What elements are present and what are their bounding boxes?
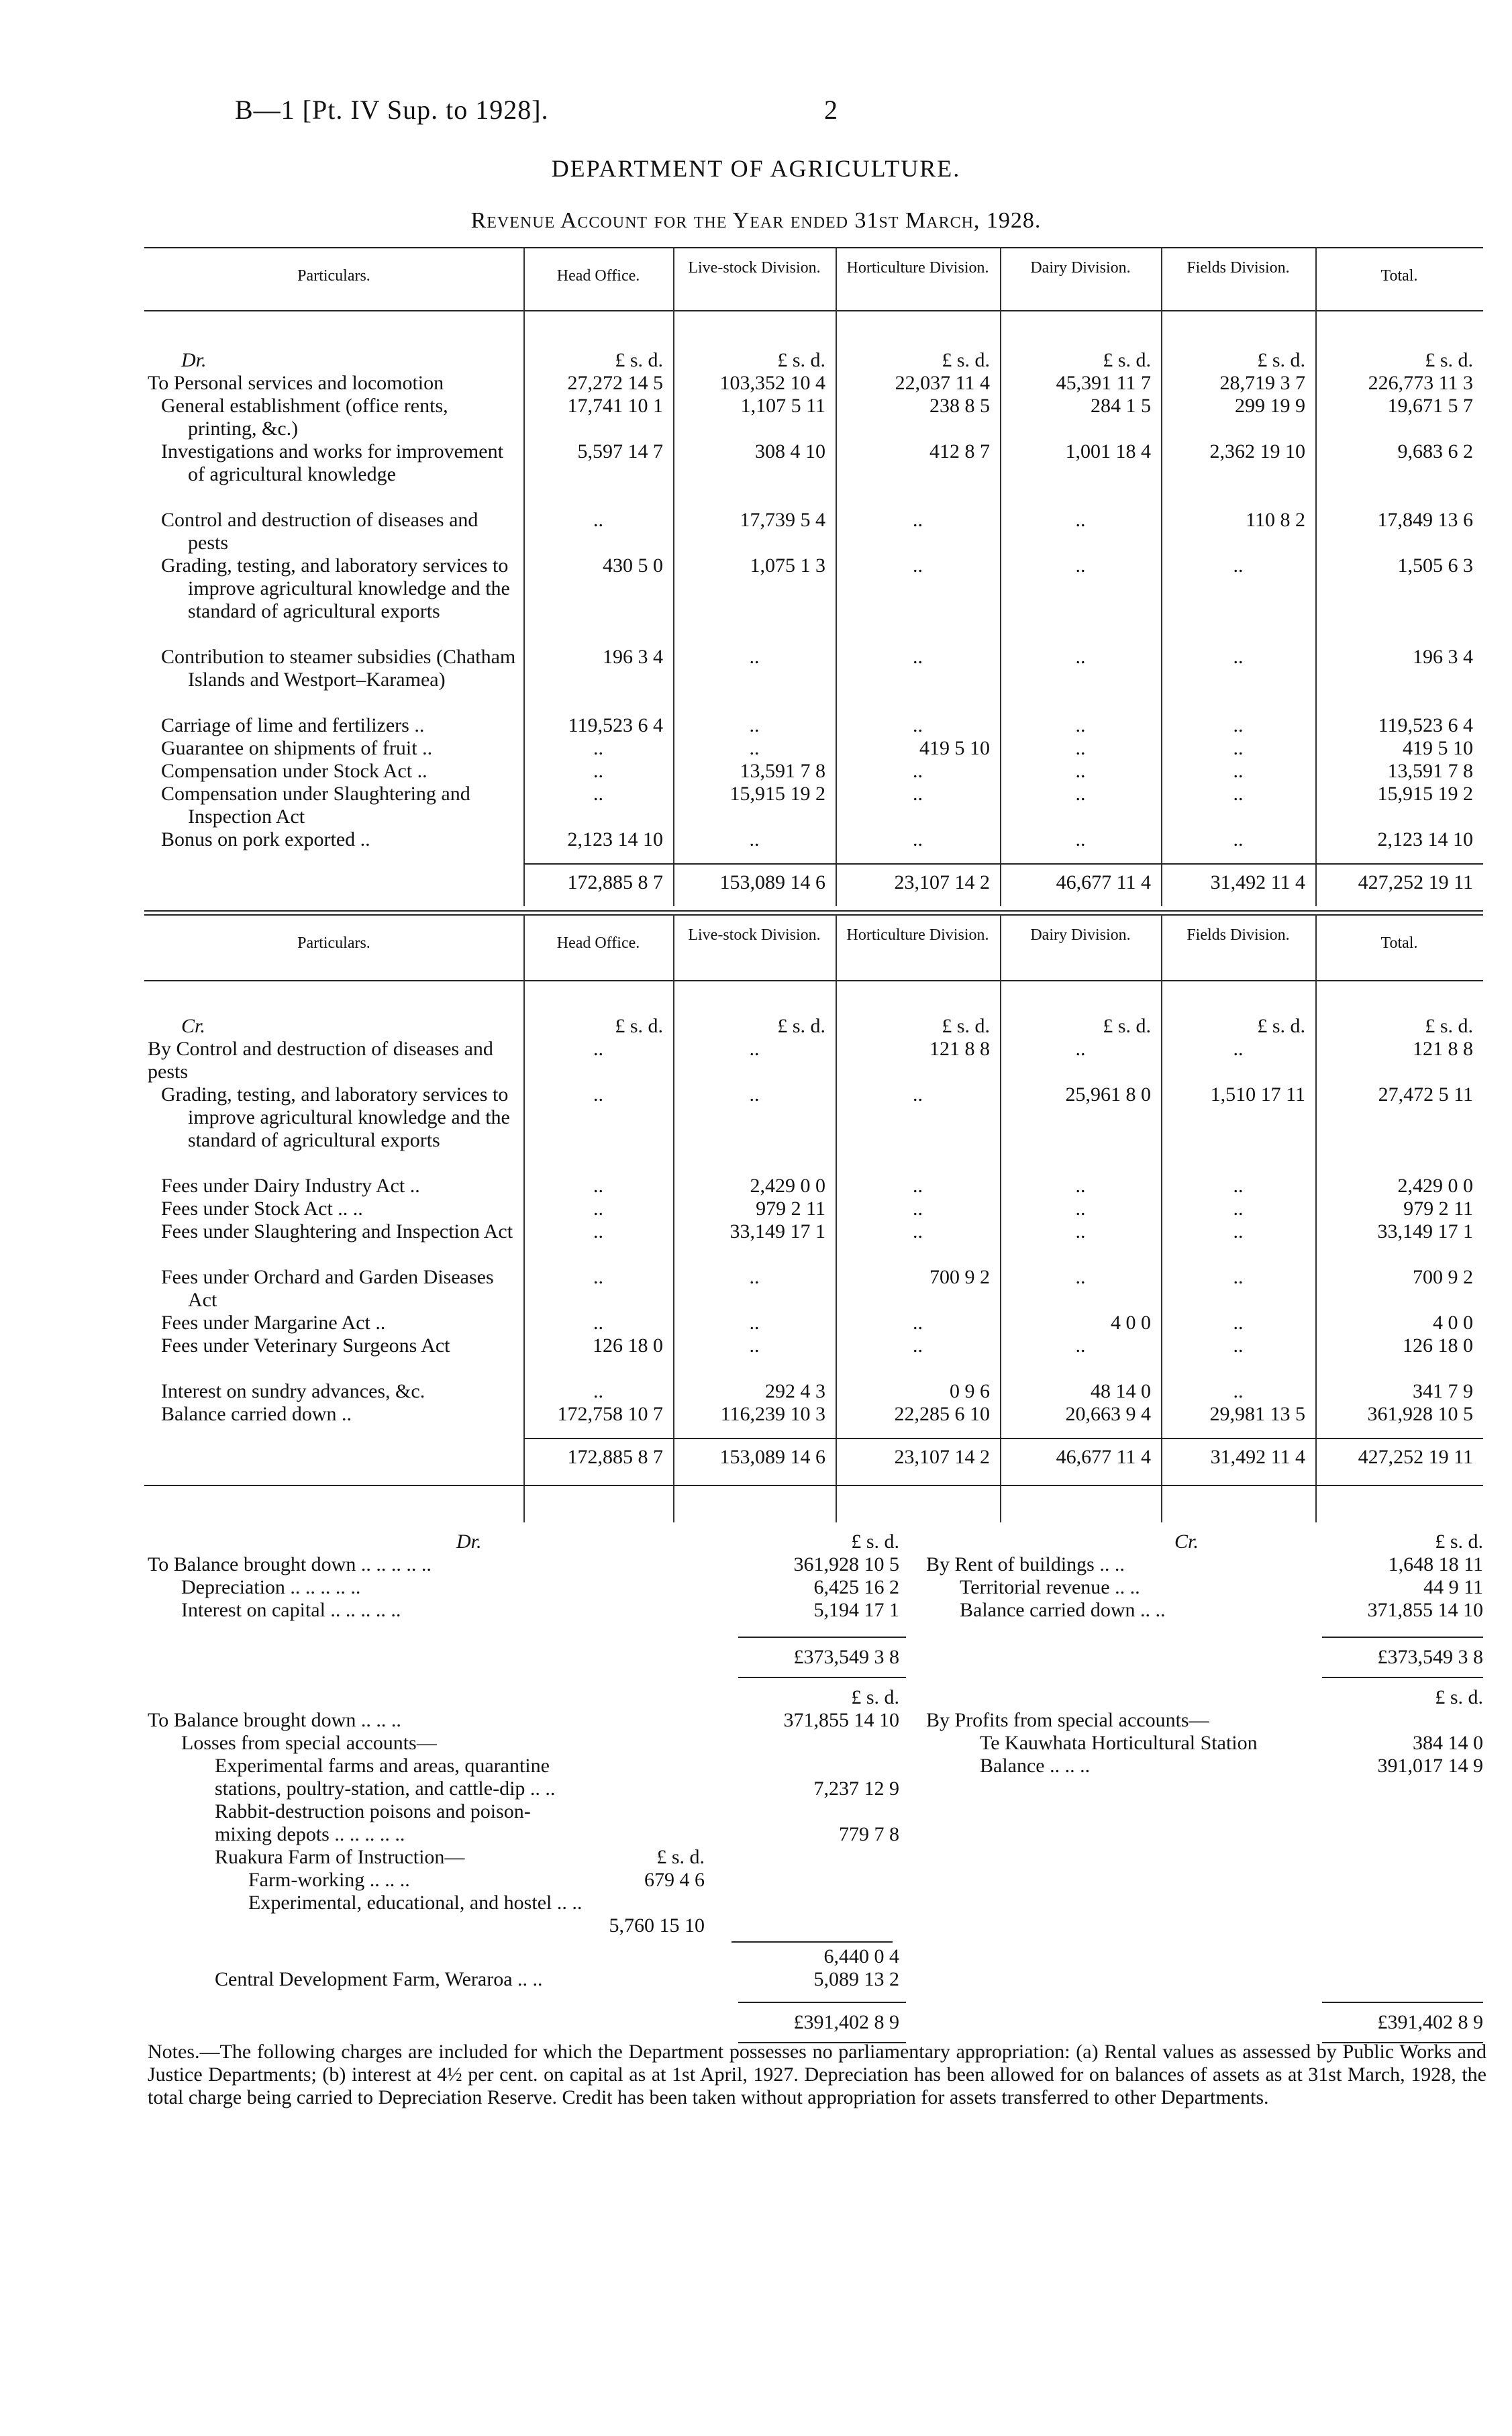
table-row-value: 1,001 18 4 [1065,440,1151,462]
table-row-value: .. [913,554,923,577]
table-row-value: 2,123 14 10 [1377,828,1473,850]
table-row-value: .. [749,828,760,850]
final-row-value: 5,089 13 2 [813,1968,899,1990]
table-row-label: Fees under Dairy Industry Act .. [161,1175,420,1197]
table-row-label: Guarantee on shipments of fruit .. [161,737,433,759]
currency-header: £ s. d. [1435,1530,1483,1553]
table-row-label: Fees under Stock Act .. .. [161,1198,363,1220]
table-row-value: .. [913,1175,923,1197]
table-row-value: .. [913,828,923,850]
table-row-value: 25,961 8 0 [1065,1083,1151,1106]
table-row-value: 979 2 11 [1403,1198,1473,1220]
credit-header-rule [144,980,1483,981]
table-row-value: .. [1233,828,1244,850]
column-header: Horticulture Division. [846,259,989,277]
debit-total-rule [523,863,1483,865]
credit-total: 46,677 11 4 [1056,1446,1151,1468]
column-header: Particulars. [297,934,370,952]
final-row-label: Balance .. .. .. [980,1755,1091,1777]
table-row-value: 700 9 2 [929,1266,990,1288]
currency-header: £ s. d. [777,1015,825,1037]
summary-total-rule [1322,1677,1483,1678]
table-row-value: 33,149 17 1 [1377,1220,1473,1243]
table-header-rule [144,310,1483,311]
table-row-value: .. [1075,1038,1086,1060]
summary-row-label: Depreciation .. .. .. .. .. [181,1576,361,1598]
table-row-value: 4 0 0 [1433,1312,1473,1334]
table-row-value: .. [1233,737,1244,759]
table-row-value: 126 18 0 [1403,1334,1473,1357]
currency-header: £ s. d. [777,349,825,371]
table-row-value: .. [593,1380,603,1402]
debit-total: 153,089 14 6 [719,871,825,893]
table-row-value: 4 0 0 [1111,1312,1151,1334]
credit-top-rule [144,914,1483,916]
column-header: Dairy Division. [1030,259,1131,277]
table-row-value: .. [1075,509,1086,531]
table-row-value: .. [1233,783,1244,805]
table-row-label: By Control and destruction of diseases and pests [148,1038,493,1083]
table-row-value: 15,915 19 2 [1377,783,1473,805]
currency-header: £ s. d. [851,1530,899,1553]
table-row-value: .. [1075,646,1086,668]
table-row-value: 17,739 5 4 [740,509,825,531]
table-row-label: To Personal services and locomotion [148,372,444,394]
table-row-value: 172,758 10 7 [557,1403,663,1425]
table-row-value: .. [593,760,603,782]
table-row-label: Fees under Orchard and Garden Diseases Act [161,1266,494,1311]
column-header: Head Office. [556,934,640,952]
table-row-value: .. [913,1312,923,1334]
table-row-value: .. [593,783,603,805]
table-row-value: .. [749,1312,760,1334]
final-row-label: Te Kauwhata Horticultural Station [980,1732,1258,1754]
table-row-value: 27,272 14 5 [567,372,663,394]
currency-header: £ s. d. [1425,1015,1473,1037]
final-row-label: Losses from special accounts— [181,1732,437,1754]
table-row-value: .. [913,760,923,782]
table-row-value: .. [749,1334,760,1357]
summary-total: £373,549 3 8 [793,1646,899,1668]
table-row-value: .. [1233,1380,1244,1402]
summary-row-label: Territorial revenue .. .. [960,1576,1140,1598]
table-row-value: .. [913,714,923,736]
table-row-value: .. [1233,1038,1244,1060]
currency-header: £ s. d. [656,1846,705,1868]
table-row-value: 22,285 6 10 [894,1403,990,1425]
debit-bottom-rule [144,910,1483,912]
debit-total: 23,107 14 2 [894,871,990,893]
page-number: 2 [824,95,838,125]
credit-bottom-rule [144,1485,1483,1486]
table-row-value: 119,523 6 4 [568,714,663,736]
table-row-value: .. [913,1198,923,1220]
table-row-value: 284 1 5 [1091,395,1151,417]
table-row-value: 19,671 5 7 [1387,395,1473,417]
summary-dr-label: Dr. [456,1530,482,1553]
summary-row-label: To Balance brought down .. .. .. .. .. [148,1553,432,1575]
summary-row-value: 6,425 16 2 [813,1576,899,1598]
table-row-value: .. [1075,1220,1086,1243]
table-row-label: Bonus on pork exported .. [161,828,370,850]
currency-header: £ s. d. [1257,349,1305,371]
debit-total: 31,492 11 4 [1210,871,1305,893]
table-row-value: .. [1075,1266,1086,1288]
table-row-value: 1,510 17 11 [1210,1083,1305,1106]
table-row-label: Carriage of lime and fertilizers .. [161,714,425,736]
column-header: Fields Division. [1187,259,1290,277]
table-row-value: .. [1075,1175,1086,1197]
final-row-value: 779 7 8 [839,1823,899,1845]
table-row-value: .. [749,714,760,736]
final-row-value: 7,237 12 9 [813,1777,899,1800]
table-row-value: 27,472 5 11 [1378,1083,1473,1106]
summary-row-value: 361,928 10 5 [793,1553,899,1575]
table-row-value: 13,591 7 8 [1387,760,1473,782]
debit-total: 427,252 19 11 [1358,871,1473,893]
credit-total: 23,107 14 2 [894,1446,990,1468]
table-row-value: 20,663 9 4 [1065,1403,1151,1425]
currency-header: £ s. d. [1103,349,1151,371]
currency-header: £ s. d. [942,1015,990,1037]
summary-total-rule [738,1677,906,1678]
table-row-value: 119,523 6 4 [1378,714,1473,736]
table-row-value: 126 18 0 [593,1334,663,1357]
debit-total: 46,677 11 4 [1056,871,1151,893]
table-row-label: Fees under Veterinary Surgeons Act [161,1334,450,1357]
final-row-label: To Balance brought down .. .. .. [148,1709,401,1731]
column-header: Total. [1380,934,1418,952]
table-row-value: .. [1075,714,1086,736]
final-row-label: By Profits from special accounts— [926,1709,1209,1731]
table-row-value: .. [913,1220,923,1243]
summary-row-value: 44 9 11 [1423,1576,1483,1598]
table-row-value: .. [1233,1334,1244,1357]
table-row-value: 5,597 14 7 [577,440,663,462]
summary-row-label: By Rent of buildings .. .. [926,1553,1125,1575]
table-row-value: 2,429 0 0 [750,1175,825,1197]
final-row-value: 384 14 0 [1413,1732,1483,1754]
final-row-label: Central Development Farm, Weraroa .. .. [215,1968,543,1990]
final-row-subvalue: 679 4 6 [644,1869,705,1891]
subtotal-rule [732,1941,893,1943]
credit-total: 31,492 11 4 [1210,1446,1305,1468]
table-row-value: 28,719 3 7 [1219,372,1305,394]
credit-total: 427,252 19 11 [1358,1446,1473,1468]
table-row-label: Grading, testing, and laboratory services to improve agricultural knowledge and the standard of agricultural exports [161,554,510,622]
table-row-value: 48 14 0 [1091,1380,1151,1402]
table-row-value: .. [913,646,923,668]
table-row-value: .. [749,646,760,668]
currency-header: £ s. d. [851,1686,899,1708]
table-row-value: 9,683 6 2 [1397,440,1473,462]
table-row-value: 33,149 17 1 [729,1220,825,1243]
table-row-value: .. [913,509,923,531]
section-label: Cr. [181,1015,205,1037]
column-header: Dairy Division. [1030,926,1131,944]
column-header: Particulars. [297,267,370,285]
table-row-value: 2,123 14 10 [567,828,663,850]
table-row-value: 0 9 6 [950,1380,990,1402]
credit-total-rule [523,1438,1483,1439]
column-header: Horticulture Division. [846,926,989,944]
credit-total: 153,089 14 6 [719,1446,825,1468]
table-top-rule [144,247,1483,248]
summary-row-value: 1,648 18 11 [1388,1553,1483,1575]
table-row-value: .. [1075,1334,1086,1357]
summary-total-rule [1322,1637,1483,1638]
table-row-value: .. [593,1083,603,1106]
table-row-value: .. [593,1312,603,1334]
summary-row-label: Interest on capital .. .. .. .. .. [181,1599,401,1621]
section-label: Dr. [181,349,207,371]
column-header: Head Office. [556,267,640,285]
table-row-value: 196 3 4 [603,646,663,668]
table-row-value: .. [749,1083,760,1106]
table-row-value: .. [1233,554,1244,577]
document-reference: B—1 [Pt. IV Sup. to 1928]. [235,95,549,125]
table-row-value: .. [1233,1312,1244,1334]
table-row-value: 15,915 19 2 [729,783,825,805]
credit-total: 172,885 8 7 [567,1446,663,1468]
column-header: Fields Division. [1187,926,1290,944]
table-row-value: 412 8 7 [929,440,990,462]
table-row-value: 13,591 7 8 [740,760,825,782]
table-row-value: .. [913,783,923,805]
currency-header: £ s. d. [615,1015,663,1037]
table-row-value: 1,107 5 11 [740,395,825,417]
table-row-value: 341 7 9 [1413,1380,1473,1402]
table-row-value: 238 8 5 [929,395,990,417]
table-row-label: Balance carried down .. [161,1403,352,1425]
table-row-value: .. [1075,828,1086,850]
table-row-value: 419 5 10 [1403,737,1473,759]
final-row-label: Experimental, educational, and hostel .. .. [248,1892,583,1914]
column-header: Live-stock Division. [688,926,821,944]
table-row-label: Fees under Slaughtering and Inspection Act [161,1220,513,1243]
summary-row-label: Balance carried down .. .. [960,1599,1166,1621]
table-row-value: 45,391 11 7 [1056,372,1151,394]
table-row-value: 1,075 1 3 [750,554,825,577]
table-row-label: Control and destruction of diseases and pests [161,509,478,554]
currency-header: £ s. d. [1425,349,1473,371]
table-row-value: 299 19 9 [1235,395,1305,417]
table-row-value: 196 3 4 [1413,646,1473,668]
page-title: DEPARTMENT OF AGRICULTURE. [551,155,961,182]
table-row-value: .. [1233,1266,1244,1288]
table-row-value: .. [1233,760,1244,782]
table-row-value: .. [593,1175,603,1197]
summary-total-rule [738,1637,906,1638]
table-row-value: 979 2 11 [756,1198,825,1220]
currency-header: £ s. d. [942,349,990,371]
table-row-value: .. [1075,737,1086,759]
table-row-value: 121 8 8 [929,1038,990,1060]
table-row-label: Compensation under Stock Act .. [161,760,427,782]
table-row-value: .. [593,1038,603,1060]
final-total-rule [738,2002,906,2003]
table-row-value: 110 8 2 [1246,509,1305,531]
table-row-label: Grading, testing, and laboratory services to improve agricultural knowledge and the standard of agricultural exports [161,1083,510,1151]
page-subtitle: Revenue Account for the Year ended 31st March, 1928. [470,208,1042,233]
final-row-value: 6,440 0 4 [823,1945,899,1967]
table-row-value: .. [1233,646,1244,668]
final-total: £391,402 8 9 [793,2011,899,2033]
debit-total: 172,885 8 7 [567,871,663,893]
table-row-value: .. [1075,760,1086,782]
table-row-label: Interest on sundry advances, &c. [161,1380,425,1402]
table-row-value: 29,981 13 5 [1209,1403,1305,1425]
summary-row-value: 371,855 14 10 [1367,1599,1483,1621]
final-row-label: Farm-working .. .. .. [248,1869,410,1891]
table-row-label: Investigations and works for improvement of agricultural knowledge [161,440,503,485]
table-row-value: .. [749,1266,760,1288]
table-row-label: General establishment (office rents, printing, &c.) [161,395,448,440]
table-row-value: .. [593,737,603,759]
table-row-label: Fees under Margarine Act .. [161,1312,386,1334]
summary-cr-label: Cr. [1174,1530,1199,1553]
table-row-value: 17,741 10 1 [567,395,663,417]
final-row-label: Experimental farms and areas, quarantine stations, poultry-station, and cattle-dip .. .. [215,1755,556,1800]
summary-total: £373,549 3 8 [1377,1646,1483,1668]
table-row-value: .. [593,509,603,531]
table-row-value: 430 5 0 [603,554,663,577]
currency-header: £ s. d. [1103,1015,1151,1037]
table-row-value: .. [1075,554,1086,577]
table-row-value: 308 4 10 [755,440,825,462]
table-row-value: .. [1075,1198,1086,1220]
table-row-value: 700 9 2 [1413,1266,1473,1288]
final-row-value: 391,017 14 9 [1377,1755,1483,1777]
table-row-value: .. [749,1038,760,1060]
table-row-value: .. [593,1198,603,1220]
table-row-value: .. [749,737,760,759]
table-row-value: .. [1233,1175,1244,1197]
column-header: Total. [1380,267,1418,285]
column-header: Live-stock Division. [688,259,821,277]
table-row-value: 226,773 11 3 [1368,372,1473,394]
table-row-value: 292 4 3 [765,1380,825,1402]
summary-row-value: 5,194 17 1 [813,1599,899,1621]
table-row-value: .. [913,1083,923,1106]
table-row-value: 103,352 10 4 [719,372,825,394]
table-row-value: 22,037 11 4 [895,372,990,394]
table-row-value: 361,928 10 5 [1367,1403,1473,1425]
final-row-subvalue: 5,760 15 10 [609,1914,705,1937]
table-row-value: 2,429 0 0 [1397,1175,1473,1197]
final-row-value: 371,855 14 10 [783,1709,899,1731]
table-row-value: 2,362 19 10 [1209,440,1305,462]
table-row-value: 121 8 8 [1413,1038,1473,1060]
table-row-label: Compensation under Slaughtering and Inspection Act [161,783,470,828]
table-row-value: 1,505 6 3 [1397,554,1473,577]
table-row-value: .. [913,1334,923,1357]
final-total: £391,402 8 9 [1377,2011,1483,2033]
table-row-value: 17,849 13 6 [1377,509,1473,531]
final-row-label: Rabbit-destruction poisons and poison-mixing depots .. .. .. .. .. [215,1800,531,1845]
table-row-value: .. [593,1220,603,1243]
table-row-label: Contribution to steamer subsidies (Chatham Islands and Westport–Karamea) [161,646,516,691]
final-total-rule [1322,2002,1483,2003]
table-row-value: .. [1233,714,1244,736]
table-row-value: .. [1233,1198,1244,1220]
final-row-label: Ruakura Farm of Instruction— [215,1846,465,1868]
table-row-value: .. [1075,783,1086,805]
table-row-value: 116,239 10 3 [720,1403,825,1425]
currency-header: £ s. d. [615,349,663,371]
table-row-value: .. [593,1266,603,1288]
table-row-value: .. [1233,1220,1244,1243]
notes-paragraph: Notes.—The following charges are included for which the Department possesses no parliamentary appropriation: (a) Rental values as assessed by Public Works and Justice Departments; (b) interest at 4½ per cent. on capital as at 1st April, 1927. Depreciation has been allowed for on balances of assets as at 31st March, 1928, the total charge being carried to Depreciation Reserve. Credit has been taken without appropriation for assets transferred to other Departments. [148,2041,1486,2108]
currency-header: £ s. d. [1435,1686,1483,1708]
table-row-value: 419 5 10 [919,737,990,759]
currency-header: £ s. d. [1257,1015,1305,1037]
